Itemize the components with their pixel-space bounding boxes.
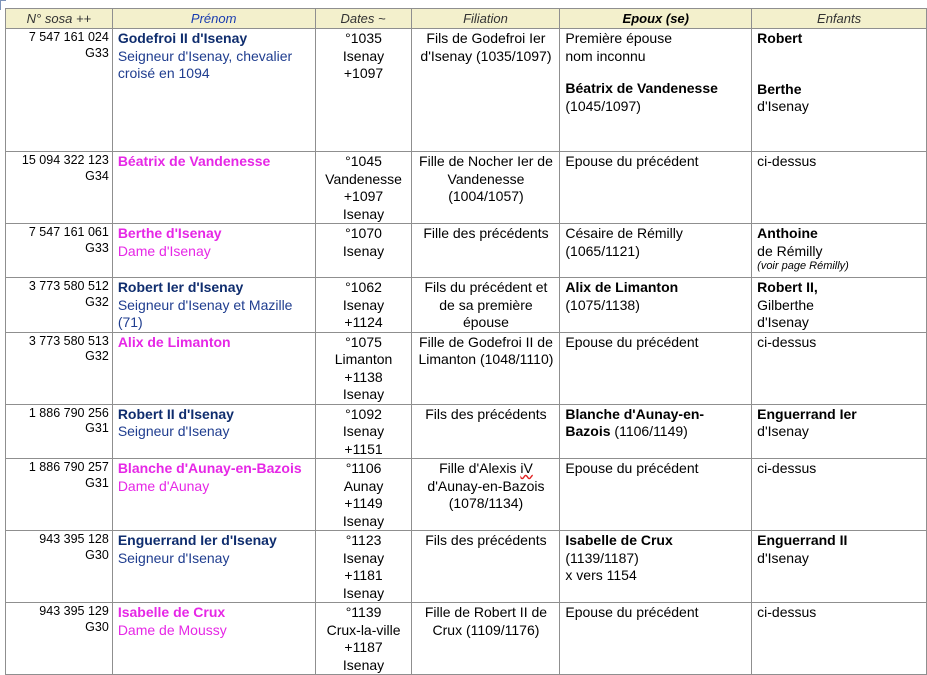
filiation-cell: Fille de Godefroi II de Limanton (1048/1110)	[411, 332, 560, 404]
children-cell: Robert II, Gilberthe d'Isenay	[752, 278, 927, 333]
header-row	[6, 9, 927, 29]
filiation-cell: Fils des précédents	[411, 404, 560, 459]
child-name: Anthoine	[757, 225, 818, 241]
sosa-cell: 15 094 322 123 G34	[6, 152, 113, 224]
dates-cell: °1035 Isenay +1097	[315, 29, 411, 152]
person-cell	[112, 29, 315, 152]
person-name: Robert II d'Isenay	[117, 405, 234, 422]
child-name: Enguerrand II	[757, 532, 848, 548]
header-epoux[interactable]: Epoux (se)	[560, 9, 752, 29]
table-row	[6, 29, 927, 152]
person-cell	[112, 404, 315, 459]
spouse-cell: Césaire de Rémilly (1065/1121)	[560, 224, 752, 278]
person-name: Béatrix de Vandenesse	[117, 153, 271, 169]
spouse-cell: Epouse du précédent	[560, 152, 752, 224]
header-enfants[interactable]: Enfants	[752, 9, 927, 29]
person-name: Alix de Limanton	[117, 333, 231, 350]
spellcheck-word: iV	[520, 460, 533, 476]
spouse-cell: Blanche d'Aunay-en-Bazois (1106/1149)	[560, 404, 752, 459]
table-row	[6, 152, 927, 224]
sosa-cell: 3 773 580 512 G32	[6, 278, 113, 333]
dates-cell: °1106 Aunay +1149 Isenay	[315, 459, 411, 531]
children-cell: Enguerrand Ier d'Isenay	[752, 404, 927, 459]
sosa-cell: 1 886 790 257 G31	[6, 459, 113, 531]
person-title: Seigneur d'Isenay	[117, 549, 230, 566]
genealogy-table	[5, 8, 927, 675]
sosa-cell: 943 395 129 G30	[6, 603, 113, 675]
table-row	[6, 531, 927, 603]
sosa-cell	[6, 29, 113, 152]
spouse-cell: Alix de Limanton (1075/1138)	[560, 278, 752, 333]
spouse-name: Alix de Limanton	[565, 279, 679, 295]
dates-cell: °1070 Isenay	[315, 224, 411, 278]
filiation-cell: Fille d'Alexis iV d'Aunay-en-Bazois (1078/1134)	[411, 459, 560, 531]
sosa-cell: 943 395 128 G30	[6, 531, 113, 603]
filiation-cell: Fille de Nocher Ier de Vandenesse (1004/1057)	[411, 152, 560, 224]
person-cell	[112, 152, 315, 224]
dates-cell: °1075 Limanton +1138 Isenay	[315, 332, 411, 404]
person-cell	[112, 603, 315, 675]
person-name: Robert Ier d'Isenay	[117, 279, 244, 295]
children-cell: ci-dessus	[752, 459, 927, 531]
person-cell	[112, 332, 315, 404]
person-name: Godefroi II d'Isenay	[117, 30, 248, 46]
spouse-cell: Première épouse nom inconnu Béatrix de Vandenesse (1045/1097)	[560, 29, 752, 152]
filiation-cell: Fille des précédents	[411, 224, 560, 278]
child-name: Berthe	[757, 80, 802, 97]
dates-cell: °1139 Crux-la-ville +1187 Isenay	[315, 603, 411, 675]
children-cell: Anthoine de Rémilly (voir page Rémilly)	[752, 224, 927, 278]
child-name: Robert II,	[757, 279, 818, 295]
table-row	[6, 224, 927, 278]
table-row	[6, 459, 927, 531]
spouse-name: Isabelle de Crux	[565, 532, 673, 548]
header-dates[interactable]: Dates ~	[315, 9, 411, 29]
children-cell: ci-dessus	[752, 603, 927, 675]
spouse-cell: Isabelle de Crux (1139/1187) x vers 1154	[560, 531, 752, 603]
person-title: Seigneur d'Isenay, chevalier croisé en 1094	[117, 47, 293, 81]
child-name: Enguerrand Ier	[757, 405, 857, 422]
person-title: Dame d'Isenay	[117, 242, 211, 259]
table-row	[6, 603, 927, 675]
person-cell	[112, 278, 315, 333]
dates-cell: °1092 Isenay +1151	[315, 404, 411, 459]
children-cell: ci-dessus	[752, 332, 927, 404]
dates-cell: °1045 Vandenesse +1097 Isenay	[315, 152, 411, 224]
spouse-name: Béatrix de Vandenesse	[565, 80, 718, 96]
sosa-number: 7 547 161 024	[28, 30, 109, 44]
person-name: Berthe d'Isenay	[117, 225, 222, 241]
person-cell	[112, 224, 315, 278]
filiation-cell: Fils du précédent et de sa première épouse	[411, 278, 560, 333]
children-cell: ci-dessus	[752, 152, 927, 224]
child-name: Robert	[757, 30, 803, 46]
filiation-cell: Fils de Godefroi Ier d'Isenay (1035/1097)	[411, 29, 560, 152]
sosa-cell: 1 886 790 256 G31	[6, 404, 113, 459]
header-prenom[interactable]: Prénom	[112, 9, 315, 29]
person-cell	[112, 459, 315, 531]
sosa-cell: 3 773 580 513 G32	[6, 332, 113, 404]
person-title: Dame d'Aunay	[117, 477, 210, 494]
person-name: Enguerrand Ier d'Isenay	[117, 532, 277, 548]
header-filiation[interactable]: Filiation	[411, 9, 560, 29]
filiation-cell: Fille de Robert II de Crux (1109/1176)	[411, 603, 560, 675]
person-title: Seigneur d'Isenay	[117, 423, 230, 439]
spouse-cell: Epouse du précédent	[560, 459, 752, 531]
sosa-cell: 7 547 161 061 G33	[6, 224, 113, 278]
page-note: (voir page Rémilly)	[757, 260, 849, 272]
table-row	[6, 332, 927, 404]
table-row	[6, 278, 927, 333]
header-sosa[interactable]: N° sosa ++	[6, 9, 113, 29]
children-cell: Enguerrand II d'Isenay	[752, 531, 927, 603]
spouse-cell: Epouse du précédent	[560, 332, 752, 404]
table-row	[6, 404, 927, 459]
person-title: Seigneur d'Isenay et Mazille (71)	[117, 296, 293, 330]
spouse-name: Blanche d'Aunay-en-Bazois	[565, 405, 705, 439]
person-name: Blanche d'Aunay-en-Bazois	[117, 460, 302, 476]
children-cell: Robert Berthe d'Isenay	[752, 29, 927, 152]
person-cell	[112, 531, 315, 603]
dates-cell: °1062 Isenay +1124	[315, 278, 411, 333]
person-name: Isabelle de Crux	[117, 604, 226, 620]
spouse-cell: Epouse du précédent	[560, 603, 752, 675]
filiation-cell: Fils des précédents	[411, 531, 560, 603]
person-title: Dame de Moussy	[117, 621, 227, 638]
generation: G33	[85, 45, 109, 60]
dates-cell: °1123 Isenay +1181 Isenay	[315, 531, 411, 603]
